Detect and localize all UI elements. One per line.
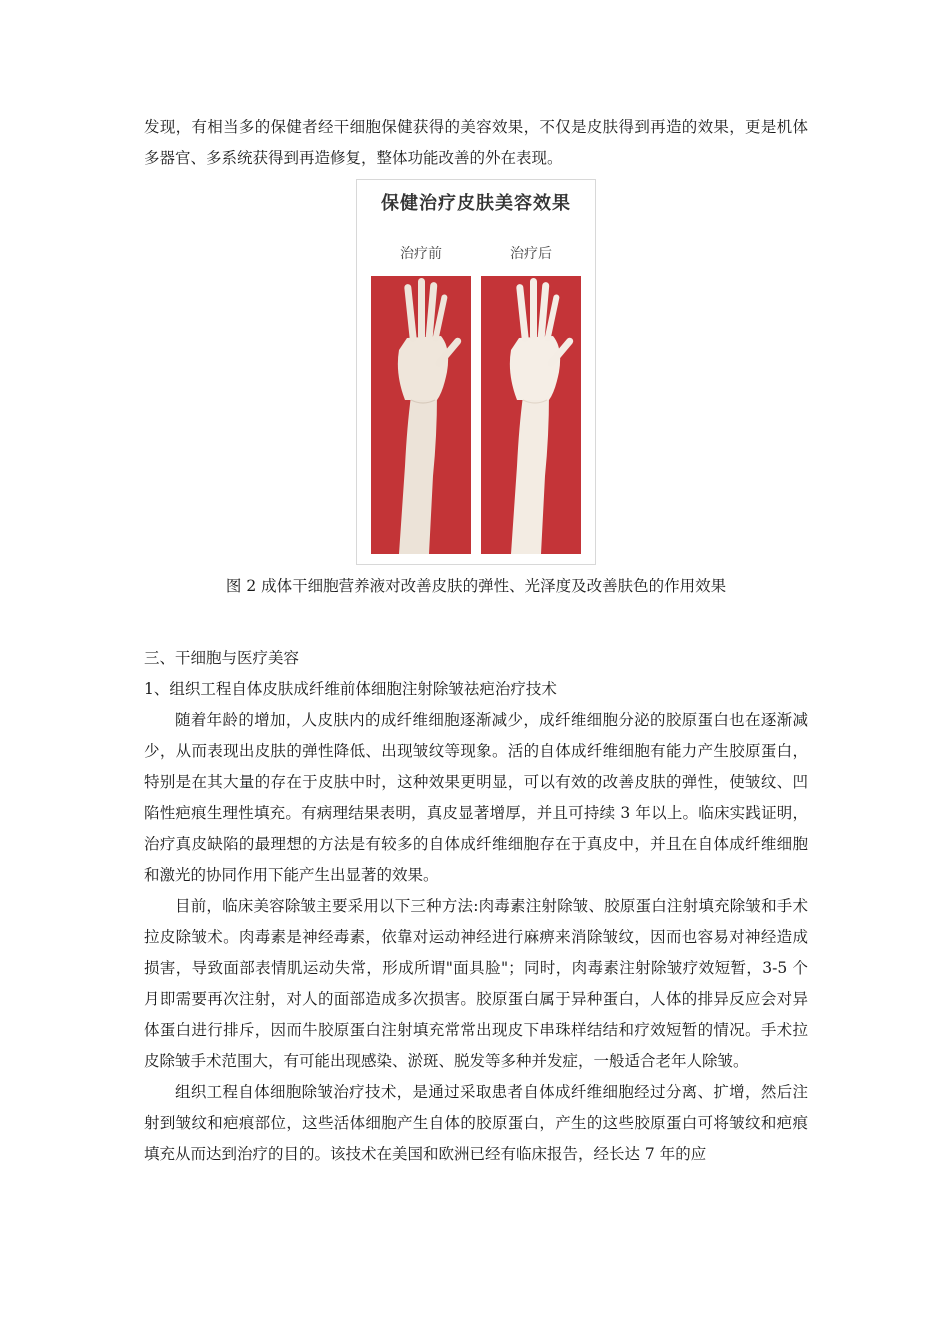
before-label: 治疗前 bbox=[400, 246, 442, 262]
figure-title: 保健治疗皮肤美容效果 bbox=[381, 193, 571, 214]
figure-container bbox=[144, 179, 808, 565]
intro-paragraph: 发现，有相当多的保健者经干细胞保健获得的美容效果，不仅是皮肤得到再造的效果，更是机体多器官、多系统获得到再造修复，整体功能改善的外在表现。 bbox=[144, 118, 808, 167]
section-subheading: 1、组织工程自体皮肤成纤维前体细胞注射除皱祛疤治疗技术 bbox=[144, 680, 557, 698]
after-photo bbox=[481, 276, 581, 554]
section-heading: 三、干细胞与医疗美容 bbox=[144, 649, 300, 667]
body-paragraph-3: 组织工程自体细胞除皱治疗技术，是通过采取患者自体成纤维细胞经过分离、扩增，然后注射到皱纹和疤痕部位，这些活体细胞产生自体的胶原蛋白，产生的这些胶原蛋白可将皱纹和疤痕填充从而达到治疗的目的。该技术在美国和欧洲已经有临床报告，经长达 7 年的应 bbox=[144, 1083, 808, 1163]
body-paragraph-1: 随着年龄的增加，人皮肤内的成纤维细胞逐渐减少，成纤维细胞分泌的胶原蛋白也在逐渐减少，从而表现出皮肤的弹性降低、出现皱纹等现象。活的自体成纤维细胞有能力产生胶原蛋白，特别是在其大量的存在于皮肤中时，这种效果更明显，可以有效的改善皮肤的弹性，使皱纹、凹陷性疤痕生理性填充。有病理结果表明，真皮显著增厚，并且可持续 3 年以上。临床实践证明，治疗真皮缺陷的最理想的方法是有较多的自体成纤维细胞存在于真皮中，并且在自体成纤维细胞和激光的协同作用下能产生出显著的效果。 bbox=[144, 711, 808, 884]
after-label: 治疗后 bbox=[510, 246, 552, 262]
before-photo bbox=[371, 276, 471, 554]
before-after-figure bbox=[356, 179, 596, 565]
arm-hand-image-after bbox=[481, 276, 581, 554]
figure-caption: 图 2 成体干细胞营养液对改善皮肤的弹性、光泽度及改善肤色的作用效果 bbox=[225, 577, 727, 595]
body-paragraph-2: 目前，临床美容除皱主要采用以下三种方法:肉毒素注射除皱、胶原蛋白注射填充除皱和手术拉皮除皱术。肉毒素是神经毒素，依靠对运动神经进行麻痹来消除皱纹，因而也容易对神经造成损害，导致面部表情肌运动失常，形成所谓"面具脸"；同时，肉毒素注射除皱疗效短暂，3-5 个月即需要再次注射，对人的面部造成多次损害。胶原蛋白属于异种蛋白，人体的排异反应会对异体蛋白进行排斥，因而牛胶原蛋白注射填充常常出现皮下串珠样结结和疗效短暂的情况。手术拉皮除皱手术范围大，有可能出现感染、淤斑、脱发等多种并发症，一般适合老年人除皱。 bbox=[144, 897, 808, 1070]
document-body bbox=[144, 112, 808, 1170]
arm-hand-image-before bbox=[371, 276, 471, 554]
